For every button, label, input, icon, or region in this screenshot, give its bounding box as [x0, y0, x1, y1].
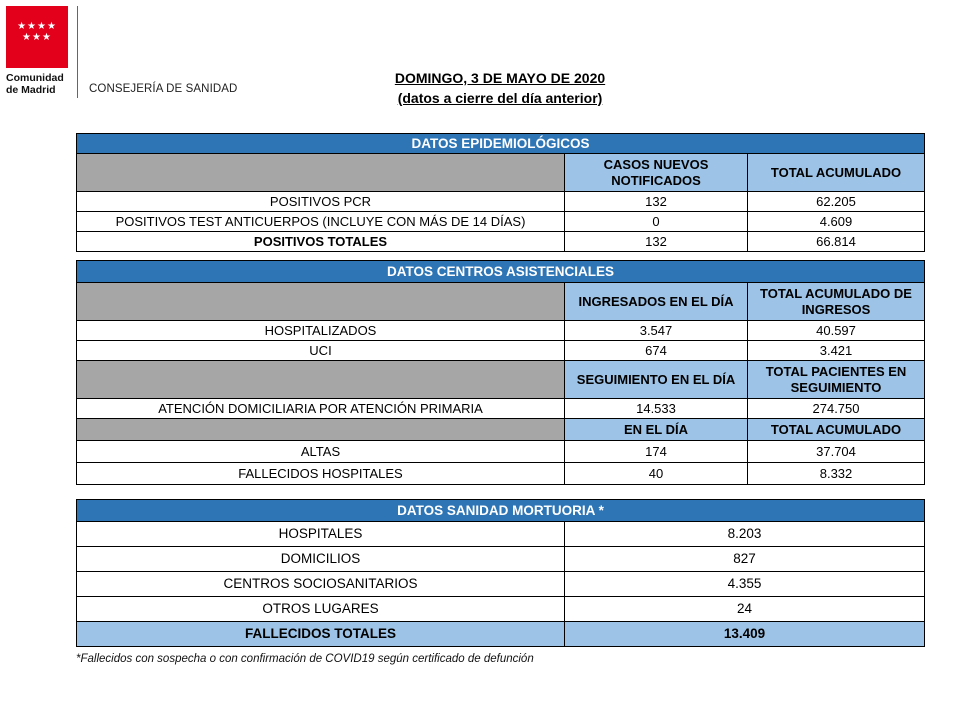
row-value-day: 40	[565, 463, 748, 485]
total-value: 13.409	[565, 622, 925, 647]
table-row	[77, 399, 925, 419]
column-header-followup-day: SEGUIMIENTO EN EL DÍA	[565, 361, 748, 399]
table-row	[77, 597, 925, 622]
mortuary-table	[76, 499, 925, 647]
section-title-care-centers: DATOS CENTROS ASISTENCIALES	[77, 261, 925, 283]
care-centers-table	[76, 260, 925, 485]
logo-line-2: de Madrid	[6, 84, 56, 96]
section-title-mortuary: DATOS SANIDAD MORTUORIA *	[77, 500, 925, 522]
column-header-in-day: EN EL DÍA	[565, 419, 748, 441]
table-row	[77, 321, 925, 341]
row-label: POSITIVOS TOTALES	[77, 232, 565, 252]
table-row	[77, 192, 925, 212]
row-value-total: 40.597	[748, 321, 925, 341]
row-value: 827	[565, 547, 925, 572]
row-label: UCI	[77, 341, 565, 361]
header-blank	[77, 361, 565, 399]
footnote: *Fallecidos con sospecha o con confirmación de COVID19 según certificado de defunción	[76, 653, 534, 665]
column-header-total: TOTAL ACUMULADO	[748, 419, 925, 441]
title-subtitle: (datos a cierre del día anterior)	[397, 90, 603, 106]
row-label: OTROS LUGARES	[77, 597, 565, 622]
document-title	[300, 68, 700, 108]
table-row	[77, 341, 925, 361]
row-label: ALTAS	[77, 441, 565, 463]
table-row	[77, 572, 925, 597]
header-blank	[77, 419, 565, 441]
row-value-total: 8.332	[748, 463, 925, 485]
row-value-total: 37.704	[748, 441, 925, 463]
row-value-total: 4.609	[748, 212, 925, 232]
row-value-total: 66.814	[748, 232, 925, 252]
header-blank	[77, 283, 565, 321]
row-value-new: 132	[565, 232, 748, 252]
table-row	[77, 547, 925, 572]
row-value-total: 62.205	[748, 192, 925, 212]
row-value-day: 674	[565, 341, 748, 361]
row-value: 24	[565, 597, 925, 622]
total-label: FALLECIDOS TOTALES	[77, 622, 565, 647]
title-date: DOMINGO, 3 DE MAYO DE 2020	[394, 70, 606, 86]
row-value-day: 3.547	[565, 321, 748, 341]
row-label: HOSPITALIZADOS	[77, 321, 565, 341]
epidemiological-table	[76, 133, 925, 252]
column-header-admitted-day: INGRESADOS EN EL DÍA	[565, 283, 748, 321]
row-value: 8.203	[565, 522, 925, 547]
section-title-epidemiological: DATOS EPIDEMIOLÓGICOS	[77, 134, 925, 154]
header-blank	[77, 154, 565, 192]
row-label: POSITIVOS TEST ANTICUERPOS (INCLUYE CON MÁS DE 14 DÍAS)	[77, 212, 565, 232]
row-value-total: 3.421	[748, 341, 925, 361]
row-value-new: 132	[565, 192, 748, 212]
row-value: 4.355	[565, 572, 925, 597]
row-value-day: 14.533	[565, 399, 748, 419]
row-value-total: 274.750	[748, 399, 925, 419]
column-header-new-cases: CASOS NUEVOS NOTIFICADOS	[565, 154, 748, 192]
table-row	[77, 463, 925, 485]
header-divider	[77, 6, 78, 98]
row-value-day: 174	[565, 441, 748, 463]
logo-stars-icon	[6, 21, 68, 43]
table-row	[77, 441, 925, 463]
row-label: POSITIVOS PCR	[77, 192, 565, 212]
table-row	[77, 522, 925, 547]
row-value-new: 0	[565, 212, 748, 232]
row-label: FALLECIDOS HOSPITALES	[77, 463, 565, 485]
row-label: CENTROS SOCIOSANITARIOS	[77, 572, 565, 597]
column-header-total-followup: TOTAL PACIENTES EN SEGUIMIENTO	[748, 361, 925, 399]
table-row	[77, 212, 925, 232]
row-label: DOMICILIOS	[77, 547, 565, 572]
row-label: ATENCIÓN DOMICILIARIA POR ATENCIÓN PRIMARIA	[77, 399, 565, 419]
logo-line-1: Comunidad	[6, 72, 64, 84]
department-name: CONSEJERÍA DE SANIDAD	[89, 83, 238, 95]
column-header-total: TOTAL ACUMULADO	[748, 154, 925, 192]
logo-text	[6, 72, 64, 96]
table-row-total	[77, 232, 925, 252]
logo-stars-row-1: ★★★★	[17, 21, 57, 32]
row-label: HOSPITALES	[77, 522, 565, 547]
column-header-total-admissions: TOTAL ACUMULADO DE INGRESOS	[748, 283, 925, 321]
table-row-total	[77, 622, 925, 647]
logo-stars-row-2: ★★★	[22, 32, 52, 43]
comunidad-madrid-logo	[6, 6, 68, 68]
